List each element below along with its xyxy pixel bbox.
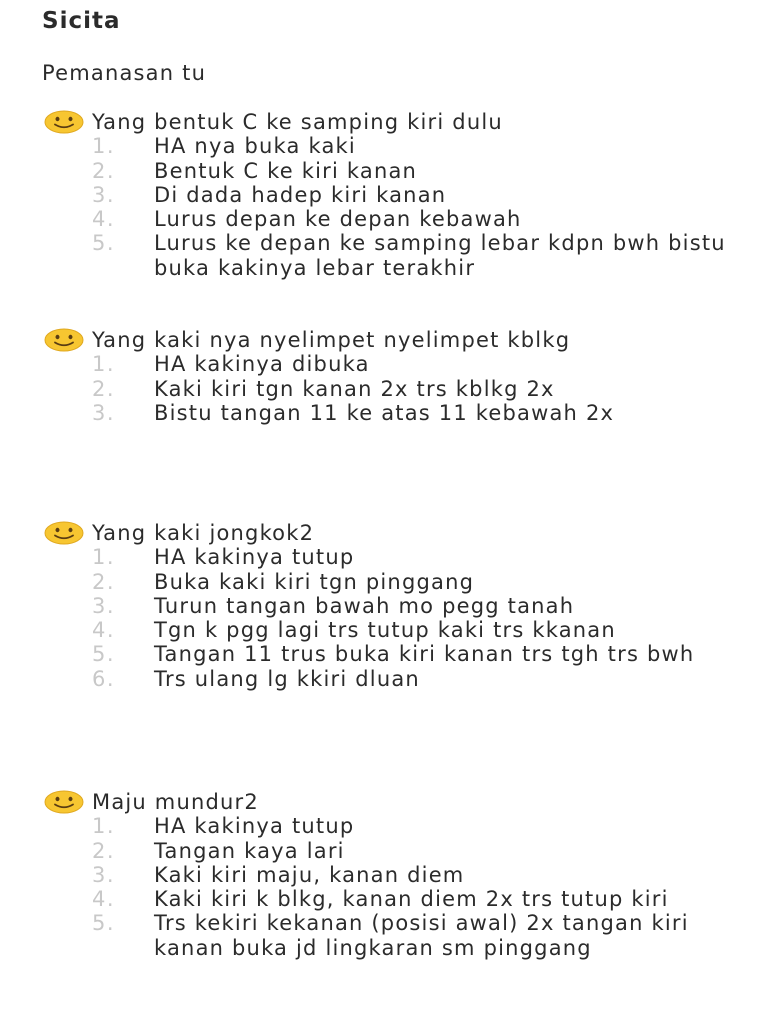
list-item-text: Trs kekiri kekanan (posisi awal) 2x tangan kiri kanan buka jd lingkaran sm pinggang — [154, 911, 689, 960]
list-item — [0, 887, 768, 911]
list-item — [0, 231, 768, 280]
list-item-text: Kaki kiri maju, kanan diem — [154, 862, 465, 887]
smiling-face-icon — [44, 110, 84, 134]
list-item — [0, 863, 768, 887]
list-item-number: 6. — [92, 666, 116, 691]
list-item-text: HA kakinya tutup — [154, 545, 355, 570]
smiling-face-icon — [44, 521, 84, 545]
list-item — [0, 594, 768, 618]
numbered-list — [0, 134, 768, 280]
list-item-text: HA kakinya tutup — [154, 814, 355, 839]
smiling-face-icon — [44, 328, 84, 352]
list-item-number: 4. — [92, 618, 116, 643]
list-item-text: Tangan kaya lari — [154, 838, 345, 863]
list-item-number: 1. — [92, 545, 116, 570]
list-item-text: Trs ulang lg kkiri dluan — [154, 666, 420, 691]
list-item-text: Tangan 11 trus buka kiri kanan trs tgh trs bwh — [154, 642, 695, 667]
list-item — [0, 377, 768, 401]
list-item — [0, 207, 768, 231]
list-item — [0, 814, 768, 838]
list-item-number: 4. — [92, 207, 116, 232]
list-item-text: Kaki kiri tgn kanan 2x trs kblkg 2x — [154, 376, 555, 401]
list-item-number: 3. — [92, 400, 116, 425]
list-item-number: 1. — [92, 814, 116, 839]
list-item-text: Turun tangan bawah mo pegg tanah — [154, 593, 575, 618]
list-item-number: 3. — [92, 862, 116, 887]
note-intro: Pemanasan tu — [42, 61, 207, 85]
list-item — [0, 159, 768, 183]
section-2 — [0, 328, 768, 425]
list-item-number: 3. — [92, 593, 116, 618]
list-item-text: HA kakinya dibuka — [154, 352, 370, 377]
section-heading — [42, 110, 732, 134]
list-item — [0, 911, 768, 960]
list-item — [0, 618, 768, 642]
list-item-number: 2. — [92, 569, 116, 594]
list-item — [0, 134, 768, 158]
list-item-text: Di dada hadep kiri kanan — [154, 182, 447, 207]
list-item-number: 5. — [92, 642, 116, 667]
section-heading-text: Yang kaki nya nyelimpet nyelimpet kblkg — [92, 328, 571, 352]
list-item-number: 2. — [92, 158, 116, 183]
list-item-number: 3. — [92, 182, 116, 207]
list-item-text: Kaki kiri k blkg, kanan diem 2x trs tutup kiri — [154, 887, 669, 912]
list-item — [0, 570, 768, 594]
section-heading — [42, 790, 732, 814]
list-item — [0, 401, 768, 425]
section-4 — [0, 790, 768, 960]
list-item-number: 1. — [92, 352, 116, 377]
section-heading-text: Maju mundur2 — [92, 790, 259, 814]
note-title: Sicita — [42, 8, 121, 34]
section-3 — [0, 521, 768, 691]
section-heading — [42, 328, 732, 352]
list-item-text: Tgn k pgg lagi trs tutup kaki trs kkanan — [154, 618, 616, 643]
list-item-text: Bistu tangan 11 ke atas 11 kebawah 2x — [154, 400, 615, 425]
list-item — [0, 352, 768, 376]
list-item — [0, 839, 768, 863]
list-item — [0, 642, 768, 666]
numbered-list — [0, 814, 768, 960]
list-item-text: HA nya buka kaki — [154, 134, 356, 159]
list-item-number: 5. — [92, 911, 116, 936]
section-heading — [42, 521, 732, 545]
list-item-text: Buka kaki kiri tgn pinggang — [154, 569, 475, 594]
numbered-list — [0, 352, 768, 425]
list-item — [0, 667, 768, 691]
numbered-list — [0, 545, 768, 691]
list-item — [0, 183, 768, 207]
list-item-text: Lurus ke depan ke samping lebar kdpn bwh bistu buka kakinya lebar terakhir — [154, 231, 726, 280]
list-item — [0, 545, 768, 569]
section-heading-text: Yang kaki jongkok2 — [92, 521, 315, 545]
section-heading-text: Yang bentuk C ke samping kiri dulu — [92, 110, 503, 134]
smiling-face-icon — [44, 790, 84, 814]
list-item-number: 4. — [92, 887, 116, 912]
list-item-text: Bentuk C ke kiri kanan — [154, 158, 418, 183]
list-item-number: 2. — [92, 838, 116, 863]
list-item-number: 1. — [92, 134, 116, 159]
list-item-number: 5. — [92, 231, 116, 256]
list-item-number: 2. — [92, 376, 116, 401]
list-item-text: Lurus depan ke depan kebawah — [154, 207, 522, 232]
section-1 — [0, 110, 768, 280]
